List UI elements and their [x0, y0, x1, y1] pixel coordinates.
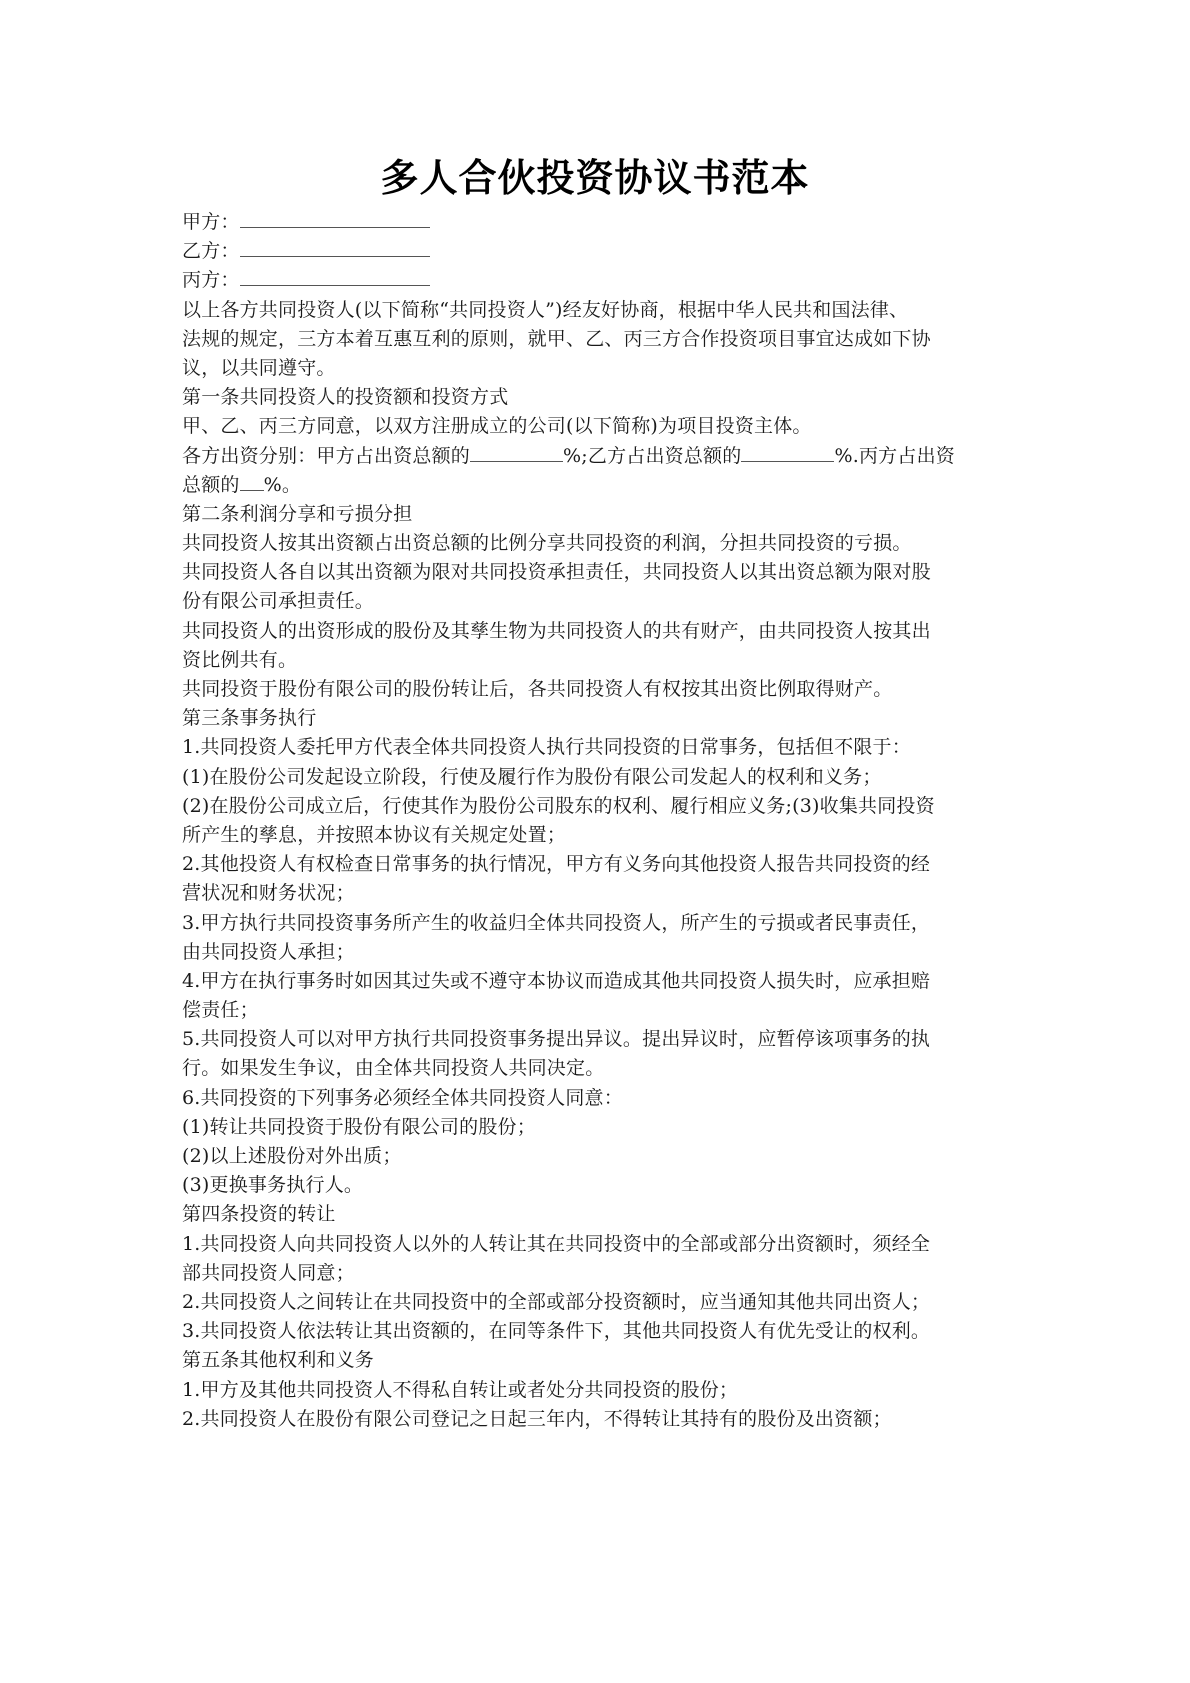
contribution-mid1: %;乙方占出资总额的: [563, 444, 742, 467]
paragraph-line: 部共同投资人同意；: [182, 1261, 355, 1284]
paragraph-line: 共同投资人按其出资额占出资总额的比例分享共同投资的利润，分担共同投资的亏损。: [182, 532, 912, 555]
contribution-mid2: %.丙方占出资: [834, 444, 955, 467]
paragraph-line: 3.共同投资人依法转让其出资额的，在同等条件下，其他共同投资人有优先受让的权利。: [182, 1320, 931, 1343]
paragraph-line: 1.共同投资人向共同投资人以外的人转让其在共同投资中的全部或部分出资额时，须经全: [182, 1232, 931, 1255]
paragraph-line: 份有限公司承担责任。: [182, 590, 375, 613]
paragraph-line: 以上各方共同投资人(以下简称“共同投资人”)经友好协商，根据中华人民共和国法律、: [182, 298, 909, 321]
section-heading: 第一条共同投资人的投资额和投资方式: [182, 386, 509, 409]
paragraph-line: 营状况和财务状况；: [182, 882, 355, 905]
party-b-percent-blank[interactable]: [741, 445, 834, 462]
section-heading: 第四条投资的转让: [182, 1203, 336, 1226]
paragraph-line: (2)以上述股份对外出质；: [182, 1145, 402, 1167]
paragraph-line: 行。如果发生争议，由全体共同投资人共同决定。: [182, 1057, 605, 1080]
contribution-line-2: [182, 471, 1022, 500]
party-c-line: [182, 266, 1022, 295]
paragraph-line: 2.其他投资人有权检查日常事务的执行情况，甲方有义务向其他投资人报告共同投资的经: [182, 853, 931, 876]
paragraph-line: 3.甲方执行共同投资事务所产生的收益归全体共同投资人，所产生的亏损或者民事责任，: [182, 911, 931, 934]
paragraph-line: 4.甲方在执行事务时如因其过失或不遵守本协议而造成其他共同投资人损失时，应承担赔: [182, 969, 931, 992]
paragraph-line: (1)转让共同投资于股份有限公司的股份；: [182, 1115, 536, 1138]
party-b-blank[interactable]: [240, 240, 430, 257]
party-a-percent-blank[interactable]: [470, 445, 563, 462]
party-a-label: 甲方：: [182, 211, 240, 233]
paragraph-line: 2.共同投资人在股份有限公司登记之日起三年内，不得转让其持有的股份及出资额；: [182, 1407, 892, 1430]
paragraph-line: (1)在股份公司发起设立阶段，行使及履行作为股份有限公司发起人的权利和义务；: [182, 765, 882, 788]
document-title: 多人合伙投资协议书范本: [380, 156, 810, 200]
party-c-percent-blank[interactable]: [240, 474, 264, 491]
paragraph-line: 甲、乙、丙三方同意，以双方注册成立的公司(以下简称)为项目投资主体。: [182, 415, 812, 438]
party-c-blank[interactable]: [240, 269, 430, 286]
section-heading: 第三条事务执行: [182, 707, 317, 730]
paragraph-line: 议，以共同遵守。: [182, 356, 336, 379]
paragraph-line: 所产生的孳息，并按照本协议有关规定处置；: [182, 823, 567, 846]
party-b-line: [182, 237, 1022, 266]
party-a-blank[interactable]: [240, 211, 430, 228]
paragraph-line: 法规的规定，三方本着互惠互利的原则，就甲、乙、丙三方合作投资项目事宜达成如下协: [182, 327, 931, 350]
document-body: [182, 208, 1022, 1434]
paragraph-line: 1.甲方及其他共同投资人不得私自转让或者处分共同投资的股份；: [182, 1378, 739, 1401]
paragraph-line: 2.共同投资人之间转让在共同投资中的全部或部分投资额时，应当通知其他共同出资人；: [182, 1290, 931, 1313]
section-heading: 第五条其他权利和义务: [182, 1349, 375, 1372]
contribution-line: [182, 442, 1022, 471]
paragraph-line: 6.共同投资的下列事务必须经全体共同投资人同意：: [182, 1086, 623, 1109]
party-b-label: 乙方：: [182, 240, 240, 263]
paragraph-line: (3)更换事务执行人。: [182, 1174, 364, 1197]
paragraph-line: 由共同投资人承担；: [182, 940, 355, 963]
party-c-label: 丙方：: [182, 269, 240, 292]
contribution-line2-suffix: %。: [263, 473, 302, 496]
paragraph-line: 共同投资人的出资形成的股份及其孳生物为共同投资人的共有财产，由共同投资人按其出: [182, 619, 931, 642]
paragraph-line: 共同投资于股份有限公司的股份转让后，各共同投资人有权按其出资比例取得财产。: [182, 678, 893, 700]
paragraph-line: (2)在股份公司成立后，行使其作为股份公司股东的权利、履行相应义务;(3)收集共同投资: [182, 794, 935, 817]
contribution-prefix: 各方出资分别：甲方占出资总额的: [182, 444, 471, 467]
paragraph-line: 5.共同投资人可以对甲方执行共同投资事务提出异议。提出异议时，应暂停该项事务的执: [182, 1028, 931, 1051]
paragraph-line: 1.共同投资人委托甲方代表全体共同投资人执行共同投资的日常事务，包括但不限于：: [182, 736, 911, 759]
paragraph-line: 共同投资人各自以其出资额为限对共同投资承担责任，共同投资人以其出资总额为限对股: [182, 561, 931, 584]
party-a-line: [182, 208, 1022, 237]
paragraph-line: 偿责任；: [182, 999, 259, 1022]
section-heading: 第二条利润分享和亏损分担: [182, 502, 413, 525]
paragraph-line: 资比例共有。: [182, 648, 298, 671]
contribution-line2-prefix: 总额的: [182, 473, 240, 496]
